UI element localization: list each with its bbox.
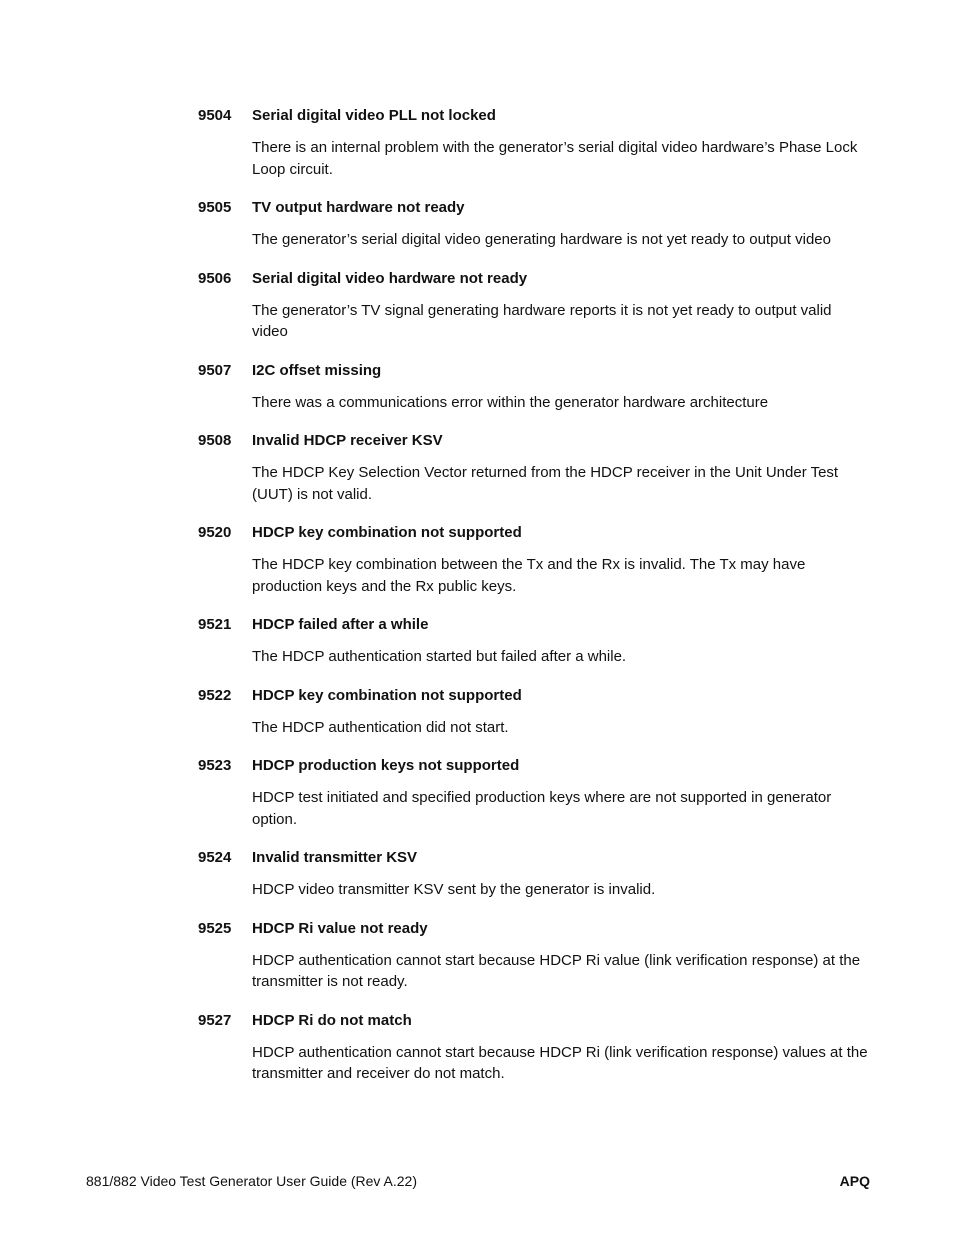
error-description: HDCP authentication cannot start because HDCP Ri (link verification response) values at the transmitter and receiver do not match.: [252, 1043, 868, 1082]
error-entry-9527: [198, 1012, 870, 1085]
error-entry-9522: [198, 687, 870, 739]
error-entry-9521: [198, 616, 870, 668]
error-heading: [198, 1012, 870, 1030]
error-heading: [198, 524, 870, 542]
error-heading: [198, 757, 870, 775]
error-code: 9524: [198, 849, 232, 866]
error-description: The HDCP key combination between the Tx and the Rx is invalid. The Tx may have production keys and the Rx public keys.: [252, 556, 806, 595]
error-entry-9524: [198, 849, 870, 901]
error-description: The HDCP authentication did not start.: [252, 718, 509, 736]
footer-brand: APQ: [839, 1173, 870, 1189]
error-title: HDCP production keys not supported: [252, 757, 520, 774]
error-title: HDCP failed after a while: [252, 616, 429, 633]
error-heading: [198, 199, 870, 217]
error-code: 9505: [198, 199, 232, 216]
error-title: HDCP key combination not supported: [252, 524, 522, 541]
error-heading: [198, 432, 870, 450]
error-title: Serial digital video PLL not locked: [252, 107, 496, 124]
error-code: 9506: [198, 269, 232, 287]
error-heading: [198, 920, 870, 938]
error-code-list: [198, 107, 870, 1104]
error-description: There was a communications error within the generator hardware architecture: [252, 393, 769, 411]
error-heading: [198, 270, 870, 288]
error-code: 9507: [198, 361, 232, 379]
error-entry-9525: [198, 920, 870, 993]
error-entry-9504: [198, 107, 870, 180]
error-description: The generator’s TV signal generating hardware reports it is not yet ready to output valid video: [252, 301, 832, 340]
footer-document-title: 881/882 Video Test Generator User Guide (Rev A.22): [86, 1173, 418, 1189]
error-title: Invalid transmitter KSV: [252, 849, 418, 866]
error-description: HDCP authentication cannot start because HDCP Ri value (link verification response) at the transmitter is not ready.: [252, 951, 861, 990]
page-footer: [86, 1172, 870, 1190]
error-description: The generator’s serial digital video generating hardware is not yet ready to output video: [252, 231, 831, 248]
error-code: 9504: [198, 107, 232, 124]
error-title: Serial digital video hardware not ready: [252, 269, 528, 287]
error-heading: [198, 362, 870, 380]
error-title: HDCP key combination not supported: [252, 686, 522, 704]
error-description: There is an internal problem with the generator’s serial digital video hardware’s Phase Lock Loop circuit.: [252, 139, 858, 178]
error-entry-9520: [198, 524, 870, 597]
error-description: The HDCP authentication started but failed after a while.: [252, 648, 627, 665]
error-entry-9508: [198, 432, 870, 505]
error-description: HDCP test initiated and specified production keys where are not supported in generator option.: [252, 789, 832, 828]
error-code: 9520: [198, 524, 232, 541]
error-title: TV output hardware not ready: [252, 199, 465, 216]
error-heading: [198, 616, 870, 634]
error-entry-9505: [198, 199, 870, 251]
error-code: 9527: [198, 1011, 232, 1029]
error-title: HDCP Ri value not ready: [252, 919, 428, 937]
error-title: I2C offset missing: [252, 361, 382, 379]
error-title: Invalid HDCP receiver KSV: [252, 432, 443, 449]
error-title: HDCP Ri do not match: [252, 1011, 412, 1029]
error-code: 9508: [198, 432, 232, 449]
error-entry-9507: [198, 362, 870, 414]
error-heading: [198, 849, 870, 867]
error-heading: [198, 107, 870, 125]
error-description: The HDCP Key Selection Vector returned from the HDCP receiver in the Unit Under Test (UUT) is not valid.: [252, 464, 839, 503]
error-code: 9522: [198, 686, 232, 704]
error-entry-9523: [198, 757, 870, 830]
error-heading: [198, 687, 870, 705]
error-entry-9506: [198, 270, 870, 343]
error-code: 9525: [198, 919, 232, 937]
error-code: 9523: [198, 757, 232, 774]
error-description: HDCP video transmitter KSV sent by the generator is invalid.: [252, 881, 656, 898]
error-code: 9521: [198, 616, 232, 633]
